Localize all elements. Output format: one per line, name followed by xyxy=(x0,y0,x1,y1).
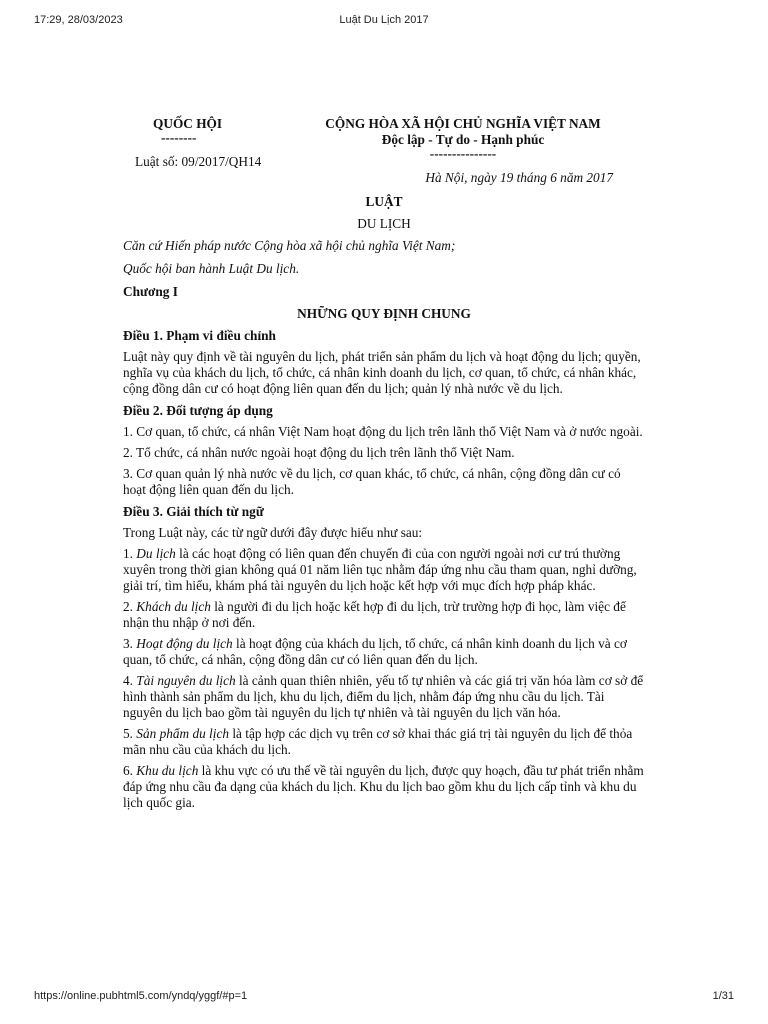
definition-item xyxy=(123,673,645,721)
enactment-statement: Quốc hội ban hành Luật Du lịch. xyxy=(123,261,300,276)
definition-text: là khu vực có ưu thế về tài nguyên du lịch, được quy hoạch, đầu tư phát triển nhằm đáp ứng nhu cầu đa dạng của khách du lịch. Khu du lịch bao gồm khu du lịch cấp tỉnh và khu du lịch quốc gia. xyxy=(123,763,644,810)
definition-item xyxy=(123,726,645,758)
national-header-block xyxy=(313,116,613,186)
definition-term: Du lịch xyxy=(136,546,176,561)
page-url: https://online.pubhtml5.com/yndq/yggf/#p=1 xyxy=(34,990,248,1002)
national-motto: Độc lập - Tự do - Hạnh phúc xyxy=(381,132,545,147)
article-3-intro: Trong Luật này, các từ ngữ dưới đây được hiểu như sau: xyxy=(123,525,423,540)
definition-text: là cảnh quan thiên nhiên, yếu tố tự nhiên và các giá trị văn hóa làm cơ sở để hình thành sản phẩm du lịch, khu du lịch, điểm du lịch, nhằm đáp ứng nhu cầu du lịch. Tài nguyên du lịch bao gồm tài nguyên du lịch tự nhiên và tài nguyên du lịch văn hóa. xyxy=(123,673,644,720)
print-datetime: 17:29, 28/03/2023 xyxy=(34,14,123,26)
issuer-block xyxy=(135,116,295,170)
definition-term: Sản phẩm du lịch xyxy=(136,726,229,741)
definition-number: 2. xyxy=(123,599,137,614)
definition-text: là các hoạt động có liên quan đến chuyến đi của con người ngoài nơi cư trú thường xuyên trong thời gian không quá 01 năm liên tục nhằm đáp ứng nhu cầu tham quan, nghỉ dưỡng, giải trí, tìm hiểu, khám phá tài nguyên du lịch hoặc kết hợp với mục đích hợp pháp khác. xyxy=(123,546,637,593)
definition-text: là người đi du lịch hoặc kết hợp đi du lịch, trừ trường hợp đi học, làm việc để nhận thu nhập ở nơi đến. xyxy=(123,599,626,630)
law-number: Luật số: 09/2017/QH14 xyxy=(135,154,262,169)
article-1-text: Luật này quy định về tài nguyên du lịch, phát triển sản phẩm du lịch và hoạt động du lịch; quyền, nghĩa vụ của khách du lịch, tổ chức, cá nhân kinh doanh du lịch, cơ quan, tổ chức, cá nhân khác, cộng đồng dân cư có hoạt động liên quan đến du lịch; quản lý nhà nước về du lịch. xyxy=(123,349,641,396)
print-footer xyxy=(0,990,768,1006)
definition-item xyxy=(123,636,645,668)
page-counter: 1/31 xyxy=(712,990,734,1002)
print-doc-title: Luật Du Lịch 2017 xyxy=(339,14,429,26)
definition-number: 5. xyxy=(123,726,137,741)
definition-text: là tập hợp các dịch vụ trên cơ sở khai thác giá trị tài nguyên du lịch để thỏa mãn nhu cầu của khách du lịch. xyxy=(123,726,633,757)
definition-number: 6. xyxy=(123,763,137,778)
issuer-name: QUỐC HỘI xyxy=(153,116,223,131)
definition-term: Tài nguyên du lịch xyxy=(136,673,236,688)
article-1-title: Điều 1. Phạm vi điều chỉnh xyxy=(123,328,276,343)
document-subtitle: DU LỊCH xyxy=(357,216,411,231)
document-page xyxy=(123,116,645,811)
article-3-title: Điều 3. Giải thích từ ngữ xyxy=(123,504,264,519)
chapter-title: NHỮNG QUY ĐỊNH CHUNG xyxy=(297,306,471,321)
definition-number: 4. xyxy=(123,673,137,688)
chapter-label: Chương I xyxy=(123,284,178,299)
article-2-clause-1: 1. Cơ quan, tổ chức, cá nhân Việt Nam hoạt động du lịch trên lãnh thổ Việt Nam và ở nước ngoài. xyxy=(123,424,643,439)
definition-number: 1. xyxy=(123,546,137,561)
definition-number: 3. xyxy=(123,636,137,651)
article-2-title: Điều 2. Đối tượng áp dụng xyxy=(123,403,273,418)
issuer-divider: -------- xyxy=(161,130,197,145)
definition-text: là hoạt động của khách du lịch, tổ chức, cá nhân kinh doanh du lịch và cơ quan, tổ chức, cá nhân, cộng đồng dân cư có liên quan đến du lịch. xyxy=(123,636,627,667)
article-2-clause-3: 3. Cơ quan quản lý nhà nước về du lịch, cơ quan khác, tổ chức, cá nhân, cộng đồng dân cư có hoạt động liên quan đến du lịch. xyxy=(123,466,621,497)
document-title: LUẬT xyxy=(365,194,403,209)
motto-divider: --------------- xyxy=(429,146,497,161)
definition-term: Khu du lịch xyxy=(136,763,199,778)
legal-basis: Căn cứ Hiến pháp nước Cộng hòa xã hội chủ nghĩa Việt Nam; xyxy=(123,238,456,253)
definition-term: Hoạt động du lịch xyxy=(136,636,233,651)
article-2-clause-2: 2. Tổ chức, cá nhân nước ngoài hoạt động du lịch trên lãnh thổ Việt Nam. xyxy=(123,445,515,460)
print-header xyxy=(0,14,768,30)
place-date: Hà Nội, ngày 19 tháng 6 năm 2017 xyxy=(425,170,613,185)
country-name: CỘNG HÒA XÃ HỘI CHỦ NGHĨA VIỆT NAM xyxy=(325,116,601,131)
definition-item xyxy=(123,599,645,631)
definition-item xyxy=(123,763,645,811)
masthead xyxy=(123,116,645,185)
definition-term: Khách du lịch xyxy=(136,599,211,614)
definition-item xyxy=(123,546,645,594)
